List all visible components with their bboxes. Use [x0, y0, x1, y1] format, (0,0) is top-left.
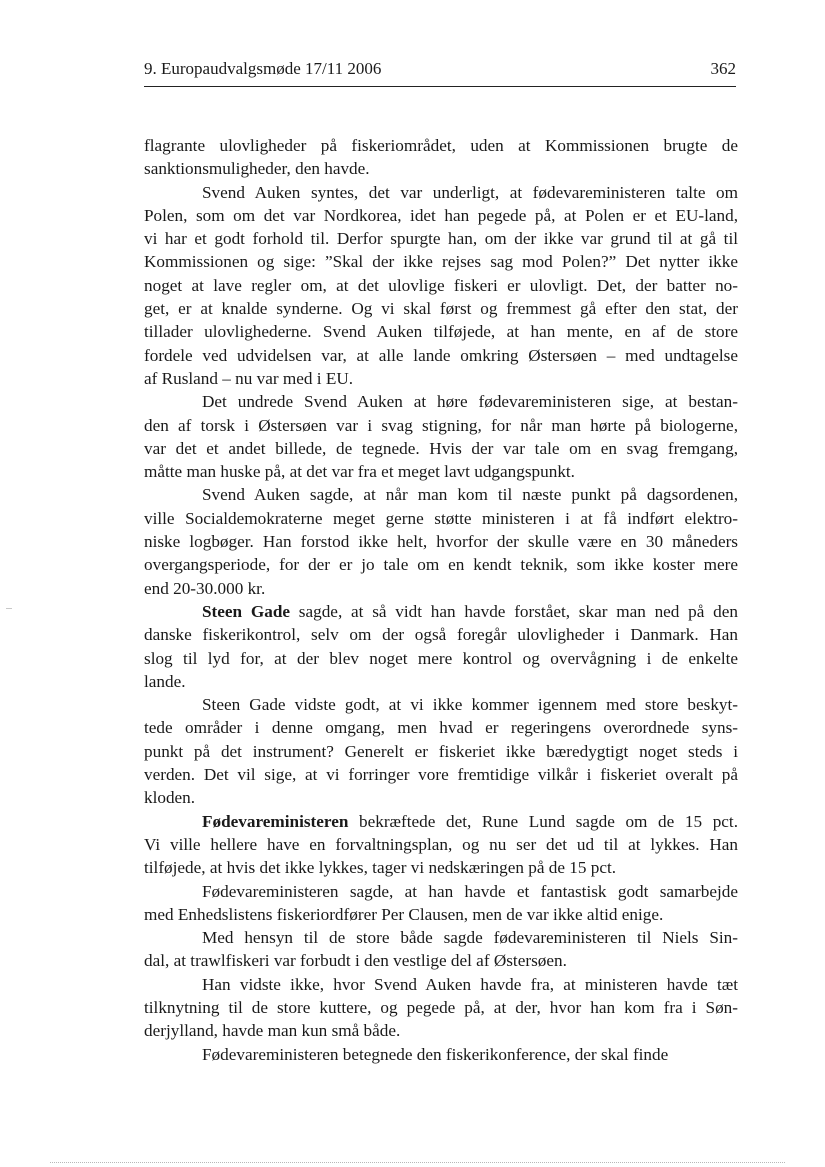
text-line — [144, 157, 738, 180]
text-line — [144, 693, 738, 716]
text-line — [144, 344, 738, 367]
line-text: tillader ulovlighederne. Svend Auken tilføjede, at han mente, en af de store — [144, 322, 738, 342]
text-line — [144, 949, 738, 972]
line-text: den af torsk i Østersøen var i svag stigning, for når man hørte på biologerne, — [144, 415, 738, 435]
line-text: verden. Det vil sige, at vi forringer vore fremtidige vilkår i fiskeriet overalt på — [144, 765, 738, 785]
text-line — [144, 623, 738, 646]
line-text: vi har et godt forhold til. Derfor spurgte han, om der ikke var grund til at gå til — [144, 229, 738, 249]
line-text: fordele ved udvidelsen var, at alle lande omkring Østersøen – med undtagelse — [144, 345, 738, 365]
text-line — [144, 740, 738, 763]
line-text: end 20-30.000 kr. — [144, 578, 266, 598]
text-line — [144, 856, 738, 879]
line-text: Steen Gade vidste godt, at vi ikke kommer igennem med store beskyt- — [202, 695, 738, 715]
text-line — [144, 1019, 738, 1042]
text-line — [144, 880, 738, 903]
line-text: derjylland, havde man kun små både. — [144, 1021, 401, 1041]
text-line — [144, 647, 738, 670]
line-text: get, er at knalde synderne. Og vi skal først og fremmest gå efter den stat, der — [144, 299, 738, 319]
text-line — [144, 250, 738, 273]
text-line — [144, 973, 738, 996]
text-line — [144, 763, 738, 786]
text-line — [144, 600, 738, 623]
line-text: overgangsperiode, for der er jo tale om en kendt teknik, som ikke koster mere — [144, 555, 738, 575]
scan-edge-mark — [6, 608, 12, 609]
line-text: lande. — [144, 671, 186, 691]
line-text: Kommissionen og sige: ”Skal der ikke rejses sag mod Polen?” Det nytter ikke — [144, 252, 738, 272]
text-line — [144, 1043, 738, 1066]
text-line — [144, 833, 738, 856]
line-text: sagde, at så vidt han havde forstået, skar man ned på den — [290, 601, 738, 621]
line-text: Det undrede Svend Auken at høre fødevareministeren sige, at bestan- — [202, 392, 738, 412]
paragraph — [144, 880, 738, 927]
paragraph — [144, 926, 738, 973]
line-text: måtte man huske på, at det var fra et meget lavt udgangspunkt. — [144, 462, 575, 482]
speaker-name: Steen Gade — [202, 601, 291, 621]
text-line — [144, 670, 738, 693]
text-line — [144, 716, 738, 739]
scan-bottom-edge — [50, 1162, 785, 1163]
line-text: tede områder i denne omgang, men hvad er regeringens overordnede syns- — [144, 718, 738, 738]
text-line — [144, 460, 738, 483]
text-line — [144, 414, 738, 437]
text-line — [144, 903, 738, 926]
line-text: tilføjede, at hvis det ikke lykkes, tager vi nedskæringen på de 15 pct. — [144, 858, 617, 878]
line-text: Svend Auken sagde, at når man kom til næste punkt på dagsordenen, — [202, 485, 738, 505]
paragraph — [144, 693, 738, 809]
speaker-name: Fødevareministeren — [202, 811, 349, 831]
text-line — [144, 483, 738, 506]
page-number: 362 — [710, 59, 736, 78]
line-text: Fødevareministeren sagde, at han havde et fantastisk godt samarbejde — [202, 881, 738, 901]
line-text: ville Socialdemokraterne meget gerne støtte ministeren i at få indført elektro- — [144, 508, 738, 528]
text-line — [144, 577, 738, 600]
paragraph — [144, 1043, 738, 1066]
text-line — [144, 530, 738, 553]
text-line — [144, 926, 738, 949]
text-line — [144, 297, 738, 320]
line-text: tilknytning til de store kuttere, og pegede på, at der, hvor han kom fra i Søn- — [144, 997, 738, 1017]
text-line — [144, 786, 738, 809]
document-body — [144, 134, 738, 1066]
line-text: Fødevareministeren betegnede den fiskerikonference, der skal finde — [202, 1044, 669, 1064]
header-title: 9. Europaudvalgsmøde 17/11 2006 — [144, 59, 382, 78]
line-text: var det et andet billede, de tegnede. Hvis der var tale om en svag fremgang, — [144, 438, 738, 458]
page-header — [144, 58, 736, 84]
line-text: noget at lave regler om, at det ulovlige fiskeri er ulovligt. Det, der batter no- — [144, 275, 738, 295]
line-text: med Enhedslistens fiskeriordfører Per Clausen, men de var ikke altid enige. — [144, 904, 664, 924]
text-line — [144, 390, 738, 413]
paragraph — [144, 181, 738, 391]
line-text: punkt på det instrument? Generelt er fiskeriet ikke bæredygtigt noget steds i — [144, 741, 738, 761]
paragraph — [144, 973, 738, 1043]
paragraph — [144, 134, 738, 181]
paragraph — [144, 810, 738, 880]
text-line — [144, 367, 738, 390]
header-rule — [144, 86, 736, 87]
text-line — [144, 227, 738, 250]
text-line — [144, 320, 738, 343]
text-line — [144, 181, 738, 204]
line-text: dal, at trawlfiskeri var forbudt i den vestlige del af Østersøen. — [144, 951, 567, 971]
text-line — [144, 274, 738, 297]
line-text: sanktionsmuligheder, den havde. — [144, 159, 370, 179]
line-text: slog til lyd for, at der blev noget mere kontrol og overvågning i de enkelte — [144, 648, 738, 668]
text-line — [144, 507, 738, 530]
text-line — [144, 553, 738, 576]
paragraph — [144, 483, 738, 599]
text-line — [144, 204, 738, 227]
line-text: niske logbøger. Han forstod ikke helt, hvorfor der skulle være en 30 måneders — [144, 532, 738, 552]
line-text: flagrante ulovligheder på fiskeriområdet, uden at Kommissionen brugte de — [144, 136, 738, 155]
text-line — [144, 437, 738, 460]
text-line — [144, 134, 738, 157]
line-text: af Rusland – nu var med i EU. — [144, 368, 354, 388]
line-text: bekræftede det, Rune Lund sagde om de 15 pct. — [348, 811, 738, 831]
paragraph — [144, 600, 738, 693]
line-text: Svend Auken syntes, det var underligt, at fødevareministeren talte om — [202, 182, 738, 202]
line-text: Polen, som om det var Nordkorea, idet han pegede på, at Polen er et EU-land, — [144, 205, 738, 225]
line-text: kloden. — [144, 788, 196, 808]
line-text: Han vidste ikke, hvor Svend Auken havde fra, at ministeren havde tæt — [202, 974, 738, 994]
line-text: danske fiskerikontrol, selv om der også foregår ulovligheder i Danmark. Han — [144, 625, 738, 645]
text-line — [144, 810, 738, 833]
line-text: Vi ville hellere have en forvaltningsplan, og nu ser det ud til at lykkes. Han — [144, 834, 738, 854]
text-line — [144, 996, 738, 1019]
paragraph — [144, 390, 738, 483]
line-text: Med hensyn til de store både sagde fødevareministeren til Niels Sin- — [202, 928, 738, 948]
